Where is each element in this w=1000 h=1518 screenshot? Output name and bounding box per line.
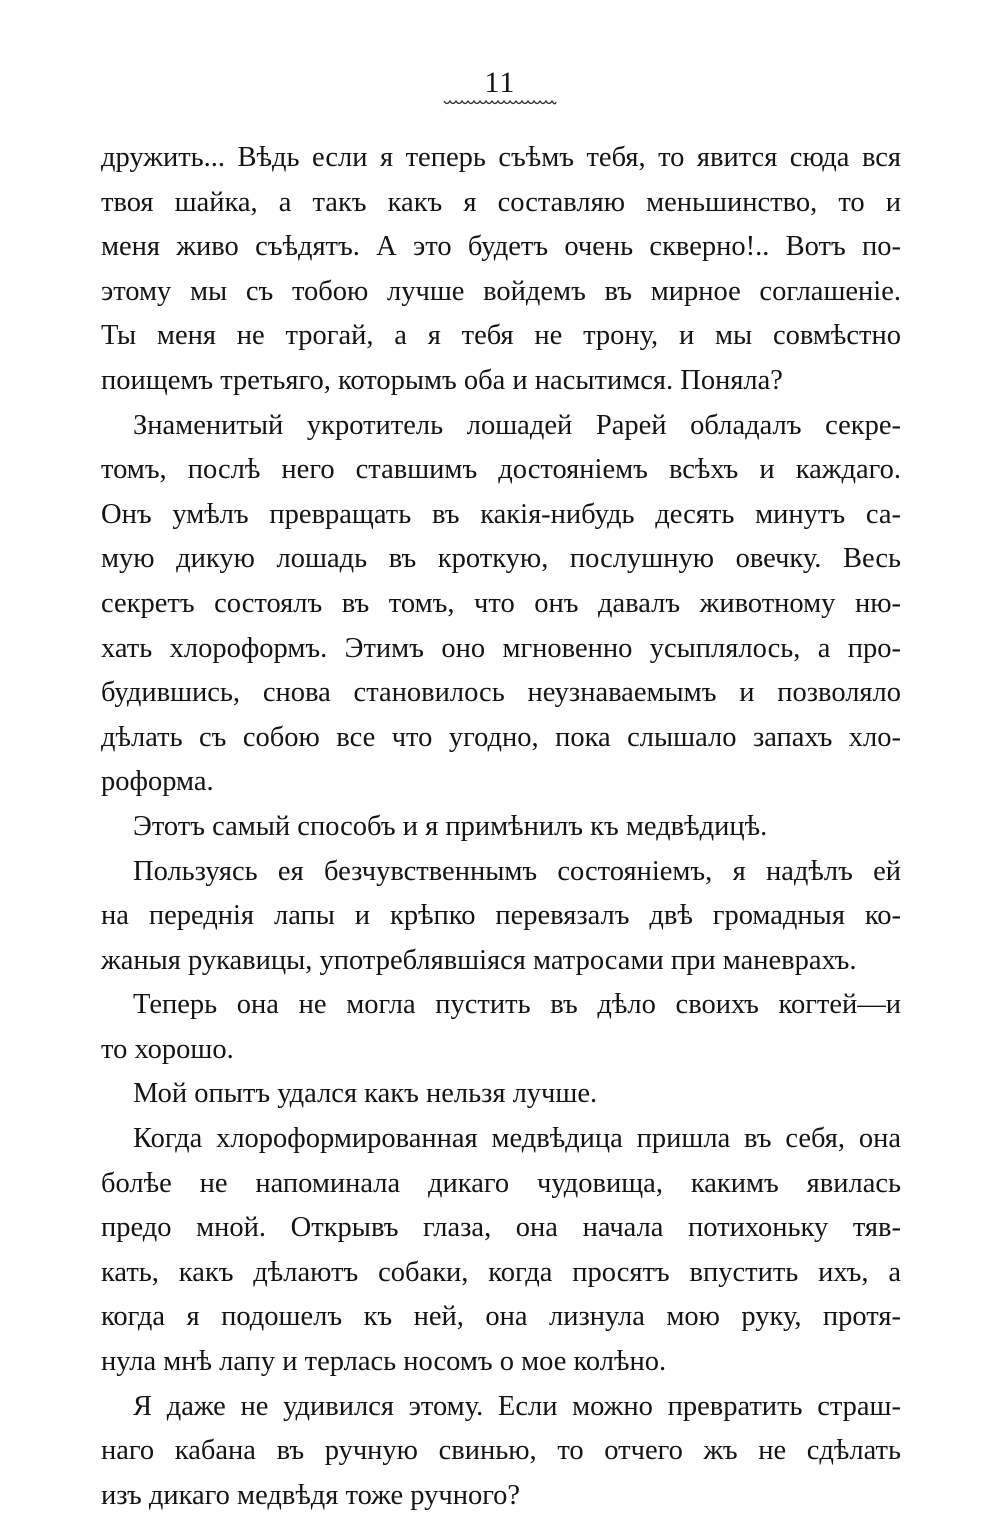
text-line: томъ, послѣ него ставшимъ достояніемъ всѣхъ и каждаго. — [101, 454, 901, 486]
paragraph — [101, 850, 901, 984]
text-line: Мой опытъ удался какъ нельзя лучше. — [133, 1078, 598, 1110]
text-line: когда я подошелъ къ ней, она лизнула мою руку, протя- — [101, 1301, 901, 1333]
text-line: будившись, снова становилось неузнаваемымъ и позволяло — [101, 677, 901, 709]
text-line: дѣлать съ собою все что угодно, пока слышало запахъ хло- — [101, 721, 901, 753]
text-line: дружить... Вѣдь если я теперь съѣмъ тебя, то явится сюда вся — [101, 142, 901, 173]
text-line: то хорошо. — [101, 1033, 234, 1065]
text-line: Я даже не удивился этому. Если можно превратить страш- — [133, 1390, 901, 1422]
paragraph — [101, 983, 901, 1072]
text-line: нула мнѣ лапу и терлась носомъ о мое колѣно. — [101, 1346, 667, 1378]
paragraph — [101, 136, 901, 404]
text-line: кать, какъ дѣлаютъ собаки, когда просятъ впустить ихъ, а — [101, 1256, 901, 1288]
text-line: мую дикую лошадь въ кроткую, послушную овечку. Весь — [101, 543, 901, 575]
paragraph — [101, 805, 901, 850]
paragraph — [101, 1385, 901, 1518]
text-line: твоя шайка, а такъ какъ я составляю меньшинство, то и — [101, 186, 901, 218]
body-text — [101, 136, 901, 1518]
text-line: поищемъ третьяго, которымъ оба и насытимся. Поняла? — [101, 364, 783, 396]
text-line: секретъ состоялъ въ томъ, что онъ давалъ животному ню- — [101, 587, 901, 619]
text-line: Знаменитый укротитель лошадей Рарей обладалъ секре- — [133, 409, 901, 441]
page-number: 11 — [484, 66, 516, 99]
text-line: жаныя рукавицы, употреблявшіяся матросами при маневрахъ. — [101, 944, 857, 976]
text-line: меня живо съѣдятъ. А это будетъ очень скверно!.. Вотъ по- — [101, 231, 901, 263]
text-line: хать хлороформъ. Этимъ оно мгновенно усыплялось, а про- — [101, 632, 901, 664]
text-line: Когда хлороформированная медвѣдица пришла въ себя, она — [133, 1123, 901, 1155]
text-line: этому мы съ тобою лучше войдемъ въ мирное соглашеніе. — [101, 275, 901, 307]
ornamental-rule — [442, 98, 558, 108]
text-line: Онъ умѣлъ превращать въ какія-нибудь десять минутъ са- — [101, 498, 901, 530]
text-line: изъ дикаго медвѣдя тоже ручного? — [101, 1479, 521, 1511]
text-line: предо мной. Открывъ глаза, она начала потихоньку тяв- — [101, 1212, 901, 1244]
text-line: Этотъ самый способъ и я примѣнилъ къ медвѣдицѣ. — [133, 810, 768, 842]
text-line: болѣе не напоминала дикаго чудовища, какимъ явилась — [101, 1167, 901, 1199]
paragraph — [101, 1117, 901, 1385]
text-line: Теперь она не могла пустить въ дѣло своихъ когтей—и — [133, 989, 901, 1021]
text-line: наго кабана въ ручную свинью, то отчего жъ не сдѣлать — [101, 1435, 901, 1467]
text-line: Пользуясь ея безчувственнымъ состояніемъ, я надѣлъ ей — [133, 855, 901, 887]
text-line: на переднія лапы и крѣпко перевязалъ двѣ громадныя ко- — [101, 900, 901, 932]
text-line: Ты меня не трогай, а я тебя не трону, и мы совмѣстно — [101, 320, 901, 352]
paragraph — [101, 1072, 901, 1117]
text-line: роформа. — [101, 766, 214, 798]
paragraph — [101, 404, 901, 805]
